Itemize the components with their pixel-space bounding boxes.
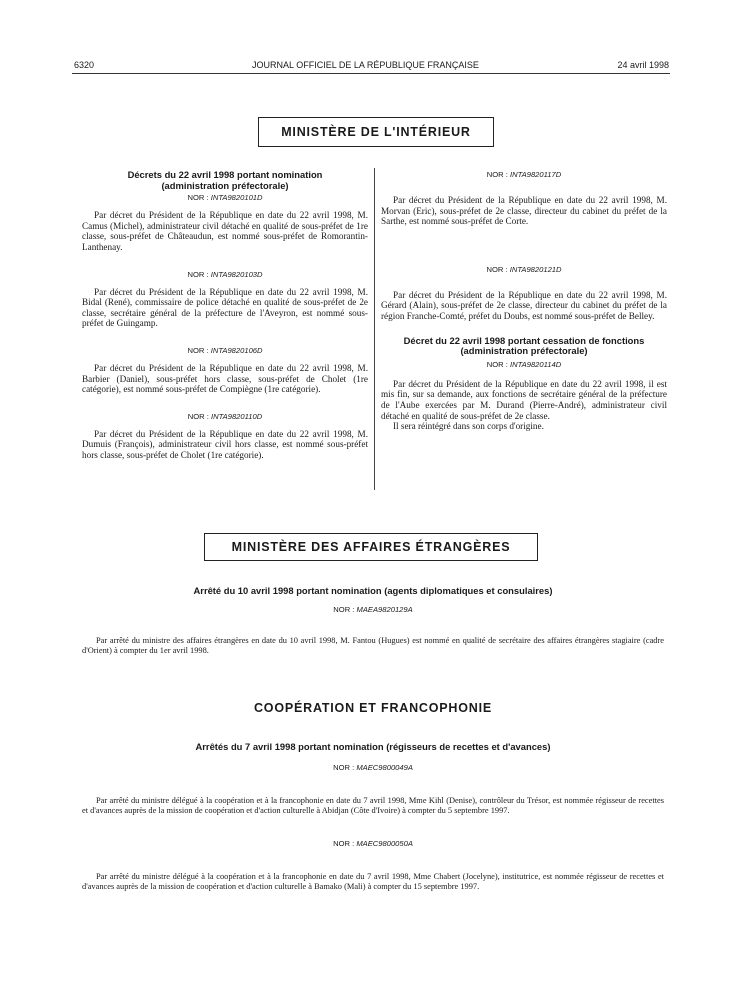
decrees-title-line2: (administration préfectorale) <box>161 179 289 191</box>
nor-reference <box>82 763 664 772</box>
nor-code: INTA9820110D <box>211 411 263 421</box>
arretes-regisseurs-title: Arrêtés du 7 avril 1998 portant nomination (régisseurs de recettes et d'avances) <box>195 741 551 752</box>
right-column <box>381 170 667 432</box>
nor-label: NOR : <box>333 763 355 772</box>
arrete-paragraph: Par arrêté du ministre délégué à la coopération et à la francophonie en date du 7 avril 1998, Mme Chabert (Jocelyne), institutrice, est nommée régisseur de recettes et d'avances auprès de la mission de coopération et d'action culturelle à Bamako (Mali) à compter du 15 septembre 1997. <box>82 872 664 892</box>
nor-label: NOR : <box>187 193 209 203</box>
nor-code: INTA9820117D <box>510 170 562 179</box>
reintegration-note: Il sera réintégré dans son corps d'origine. <box>393 421 544 432</box>
nor-code: MAEC9800049A <box>356 763 413 772</box>
nor-label: NOR : <box>486 264 508 274</box>
nor-reference <box>381 265 667 274</box>
nor-label: NOR : <box>187 345 209 355</box>
column-divider <box>374 168 375 490</box>
journal-title: JOURNAL OFFICIEL DE LA RÉPUBLIQUE FRANÇAISE <box>252 60 479 70</box>
nor-code: INTA9820103D <box>210 269 263 279</box>
nor-reference <box>82 346 368 355</box>
cessation-title-line2: (administration préfectorale) <box>460 345 588 357</box>
nor-label: NOR : <box>187 269 209 279</box>
arrete-paragraph: Par arrêté du ministre des affaires étrangères en date du 10 avril 1998, M. Fantou (Hugues) est nommé en qualité de secrétaire des affaires étrangères stagiaire (cadre d'Orient) à compter du 1er avril 1998. <box>82 636 664 656</box>
decree-paragraph: Par décret du Président de la République en date du 22 avril 1998, M. Dumuis (François), administrateur civil hors classe, est nommé sous-préfet hors classe, sous-préfet de Cholet (1re catégorie). <box>82 428 368 460</box>
nor-reference <box>82 605 664 614</box>
nor-label: NOR : <box>187 411 209 421</box>
decrees-title-line1: Décrets du 22 avril 1998 portant nomination <box>127 169 323 180</box>
decree-paragraph: Par décret du Président de la République en date du 22 avril 1998, M. Bidal (René), commissaire de police détaché en qualité de sous-préfet de 2e classe, secrétaire général de la préfecture de l'Aveyron, est nommé sous-préfet de Guingamp. <box>82 286 368 329</box>
nor-code: INTA9820101D <box>210 193 263 203</box>
nor-code: INTA9820121D <box>509 264 562 274</box>
decree-paragraph: Par décret du Président de la République en date du 22 avril 1998, M. Gérard (Alain), sous-préfet de 2e classe, directeur du cabinet du préfet de la région Franche-Comté, préfet du Doubs, est nommé sous-préfet de Belley. <box>381 289 667 321</box>
nor-reference <box>82 412 368 421</box>
ministry-interieur-title: MINISTÈRE DE L'INTÉRIEUR <box>281 125 471 139</box>
nor-label: NOR : <box>333 605 355 614</box>
nor-reference <box>82 270 368 279</box>
page-number: 6320 <box>74 60 95 70</box>
ministry-affaires-etrangeres-box <box>204 533 538 561</box>
decree-paragraph: Par décret du Président de la République en date du 22 avril 1998, M. Barbier (Daniel), sous-préfet hors classe, sous-préfet de Cholet (1re catégorie), est nommé sous-préfet de Compiègne (1re catégorie). <box>82 362 368 395</box>
decree-paragraph: Par décret du Président de la République en date du 22 avril 1998, M. Camus (Michel), administrateur civil détaché en qualité de sous-préfet de 1re classe, sous-préfet de Châteaudun, est nommé sous-préfet de Romorantin-Lanthenay. <box>82 210 368 252</box>
ministry-affaires-etrangeres-title: MINISTÈRE DES AFFAIRES ÉTRANGÈRES <box>231 540 511 554</box>
nor-reference <box>82 193 368 202</box>
decree-paragraph: Par décret du Président de la République en date du 22 avril 1998, M. Morvan (Eric), sous-préfet de 2e classe, directeur du cabinet du préfet de la Sarthe, est nommé sous-préfet de Corte. <box>381 195 667 227</box>
nor-reference <box>381 360 667 369</box>
nor-label: NOR : <box>486 359 508 369</box>
nor-code: MAEC9800050A <box>356 839 413 848</box>
arrete-diplomatic-title: Arrêté du 10 avril 1998 portant nomination (agents diplomatiques et consulaires) <box>193 585 553 596</box>
nor-code: INTA9820114D <box>510 359 562 369</box>
header-rule <box>72 73 670 74</box>
nor-code: MAEA9820129A <box>356 605 413 614</box>
cessation-title <box>381 336 667 357</box>
arrete-paragraph: Par arrêté du ministre délégué à la coopération et à la francophonie en date du 7 avril 1998, Mme Kihl (Denise), contrôleur du Trésor, est nommée régisseur de recettes et d'avances auprès de la mission de coopération et d'action culturelle à Abidjan (Côte d'Ivoire) à compter du 5 septembre 1997. <box>82 796 664 816</box>
ministry-cooperation-title: COOPÉRATION ET FRANCOPHONIE <box>253 701 493 715</box>
ministry-interieur-box <box>258 117 494 147</box>
nor-reference <box>82 839 664 848</box>
nor-reference <box>381 170 667 179</box>
issue-date: 24 avril 1998 <box>617 60 669 70</box>
cessation-title-line1: Décret du 22 avril 1998 portant cessation de fonctions <box>403 334 645 346</box>
decree-paragraph: Par décret du Président de la République en date du 22 avril 1998, il est mis fin, sur sa demande, aux fonctions de secrétaire général de la préfecture de l'Aube exercées par M. Durand (Pierre-André), administrateur civil détaché en qualité de sous-préfet de 2e classe. Il sera réintégré dans son corps d'origine. <box>381 378 667 432</box>
nor-code: INTA9820106D <box>210 345 263 355</box>
decrees-title <box>82 170 368 191</box>
left-column <box>82 170 368 461</box>
nor-label: NOR : <box>486 170 508 179</box>
nor-label: NOR : <box>333 839 355 848</box>
